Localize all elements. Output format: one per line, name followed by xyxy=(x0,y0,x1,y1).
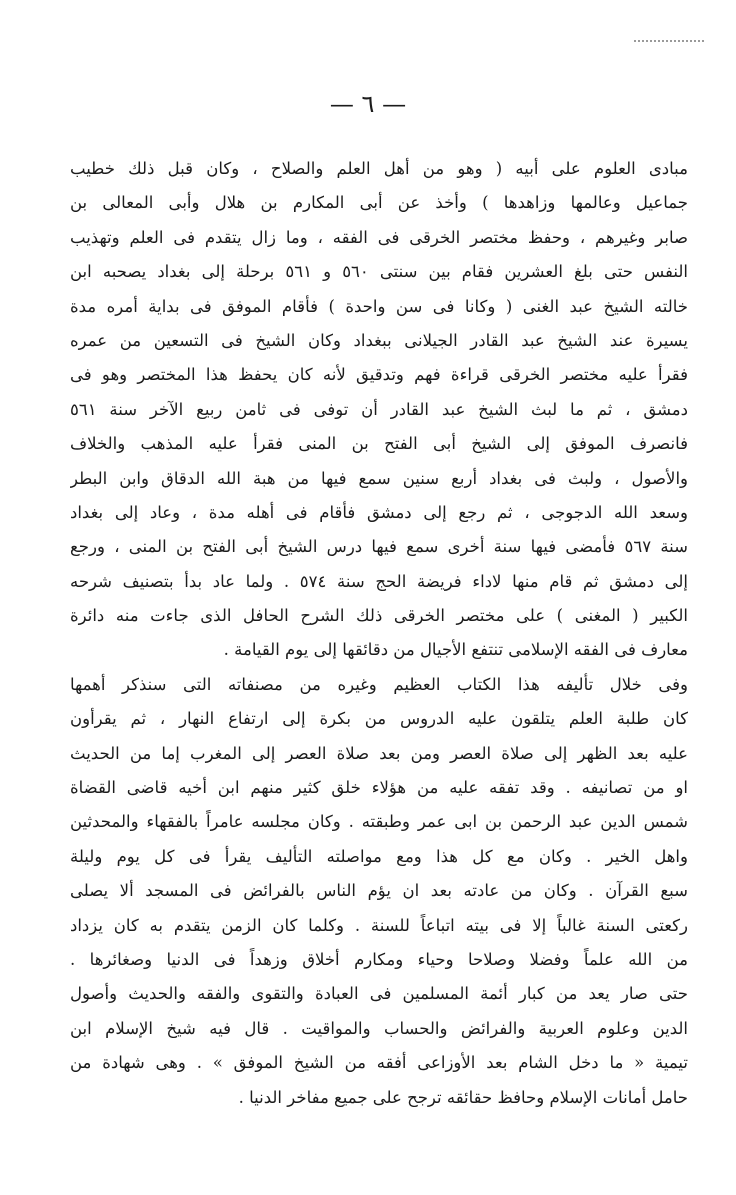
text-line: تيمية « ما دخل الشام بعد الأوزاعى أفقه من الشيخ الموفق » . وهى شهادة من xyxy=(70,1053,688,1073)
text-line: فانصرف الموفق إلى الشيخ أبى الفتح بن المنى فقرأ عليه المذهب والخلاف xyxy=(70,434,688,454)
text-line: النفس حتى بلغ العشرين فقام بين سنتى ٥٦٠ و ٥٦١ برحلة إلى بغداد يصحبه ابن xyxy=(70,262,688,282)
text-line: واهل الخير . وكان مع كل هذا ومع مواصلته التأليف يقرأ فى كل يوم وليلة xyxy=(70,846,688,866)
text-line: دمشق ، ثم ما لبث الشيخ عبد القادر أن توفى فى ثامن ربيع الآخر سنة ٥٦١ xyxy=(70,399,688,419)
text-line: جماعيل وعالمها وزاهدها ) وأخذ عن أبى المكارم بن هلال وأبى المعالى بن xyxy=(70,193,688,213)
paragraph-end-line: حامل أمانات الإسلام وحافظ حقائقه ترجح على جميع مفاخر الدنيا . xyxy=(238,1087,688,1107)
text-line: إلى دمشق ثم قام منها لاداء فريضة الحج سنة ٥٧٤ . ولما عاد بدأ بتصنيف شرحه xyxy=(70,571,688,591)
text-line: صابر وغيرهم ، وحفظ مختصر الخرقى فى الفقه ، وما زال يتقدم فى العلم وتهذيب xyxy=(70,227,688,247)
text-line: مبادى العلوم على أبيه ( وهو من أهل العلم والصلاح ، وكان قبل ذلك خطيب xyxy=(70,159,688,178)
text-line: او من تصانيفه . وقد تفقه عليه من هؤلاء خلق كثير منهم ابن أخيه قاضى القضاة xyxy=(70,778,688,798)
text-line: الدين وعلوم العربية والفرائض والحساب والمواقيت . قال فيه شيخ الإسلام ابن xyxy=(70,1018,688,1038)
text-line: من الله علماً وفضلا وصلاحا وحياء ومكارم أخلاق وزهداً فى الدنيا وصغائرها . xyxy=(70,949,688,969)
text-line: فقرأ عليه مختصر الخرقى قراءة فهم وتدقيق لأنه كان يحفظ هذا المختصر وهو فى xyxy=(70,365,688,385)
text-line: سنة ٥٦٧ فأمضى فيها سنة أخرى سمع فيها درس الشيخ أبى الفتح بن المنى ، ورجع xyxy=(70,537,688,557)
text-line: والأصول ، ولبث فى بغداد أربع سنين سمع فيها من هبة الله الدقاق وابن البطر xyxy=(70,468,688,488)
page-number: — ٦ — xyxy=(329,90,407,118)
text-line: حتى صار يعد من كبار أئمة المسلمين فى العبادة والتقوى والفقه والحديث وأصول xyxy=(70,984,688,1004)
text-line: وفى خلال تأليفه هذا الكتاب العظيم وغيره من مصنفاته التى سنذكر أهمها xyxy=(70,674,688,694)
text-line: ركعتى السنة غالباً إلا فى بيته اتباعاً للسنة . وكلما كان الزمن يتقدم به كان يزداد xyxy=(70,915,688,935)
text-line: شمس الدين عبد الرحمن بن ابى عمر وطبقته . وكان مجلسه عامراً بالفقهاء والمحدثين xyxy=(70,812,688,832)
page-body xyxy=(70,152,688,1115)
text-line: سبع القرآن . وكان من عادته بعد ان يؤم الناس بالفرائض فى المسجد ألا يصلى xyxy=(70,881,688,901)
corner-mark xyxy=(634,40,704,50)
paragraph-end-line: معارف فى الفقه الإسلامى تنتفع الأجيال من دقائقها إلى يوم القيامة . xyxy=(223,640,688,660)
text-line: خالته الشيخ عبد الغنى ( وكانا فى سن واحدة ) فأقام الموفق فى بداية أمره مدة xyxy=(70,296,688,316)
text-line: عليه بعد الظهر إلى صلاة العصر ومن بعد صلاة العصر إلى المغرب إما من الحديث xyxy=(70,743,688,763)
text-line: يسيرة عند الشيخ عبد القادر الجيلانى ببغداد وكان الشيخ فى التسعين من عمره xyxy=(70,330,688,350)
text-line: وسعد الله الدجوجى ، ثم رجع إلى دمشق فأقام فى أهله مدة ، وعاد إلى بغداد xyxy=(70,502,688,522)
text-line: كان طلبة العلم يتلقون عليه الدروس من بكرة إلى ارتفاع النهار ، ثم يقرأون xyxy=(70,709,688,729)
text-line: الكبير ( المغنى ) على مختصر الخرقى ذلك الشرح الحافل الذى جاءت منه دائرة xyxy=(70,606,688,626)
